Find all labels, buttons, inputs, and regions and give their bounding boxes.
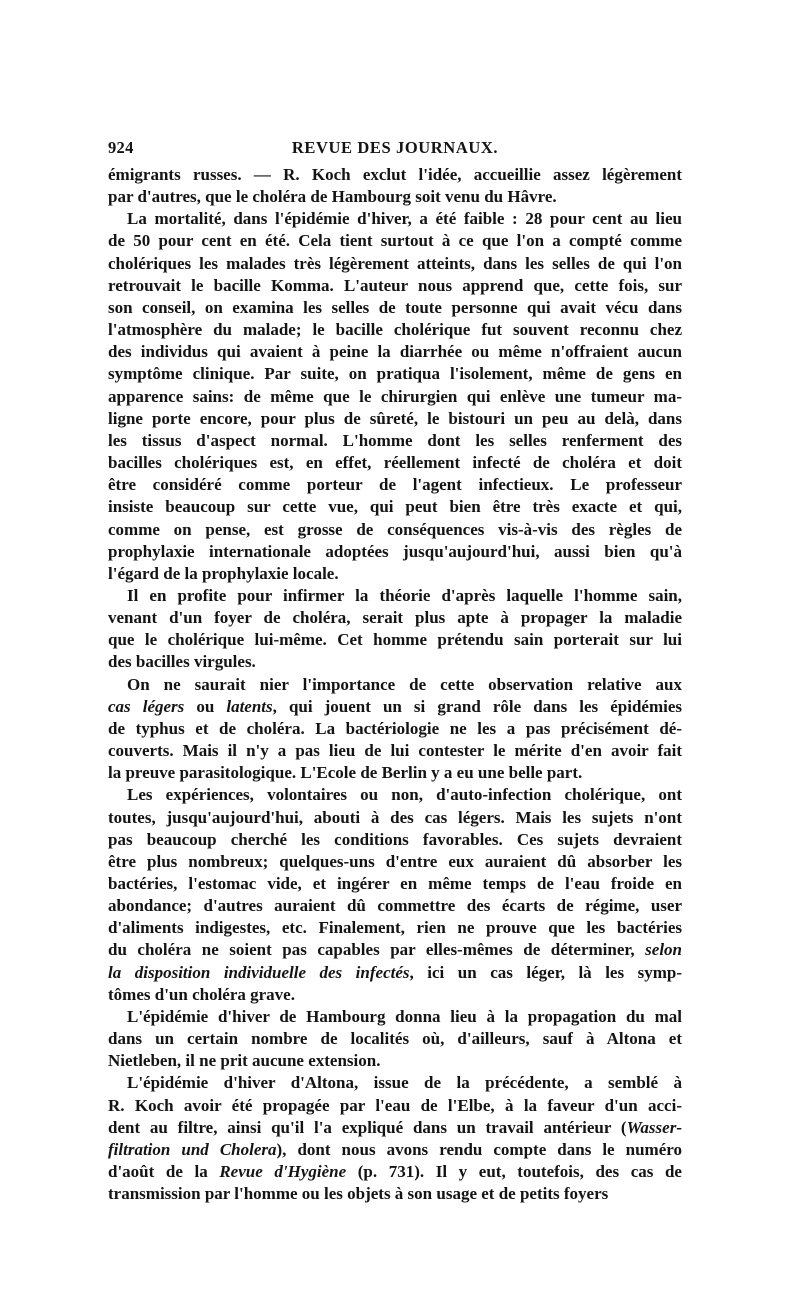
- text-run: bactéries, l'estomac vide, et ingérer en même temps de l'eau froide en: [108, 874, 682, 893]
- text-line: [108, 807, 682, 829]
- text-line: [108, 519, 682, 541]
- text-run: L'épidémie d'hiver d'Altona, issue de la précédente, a semblé à: [127, 1073, 682, 1093]
- text-run: cholériques les malades très légèrement atteints, dans les selles de qui l'on: [108, 253, 682, 273]
- text-run: de 50 pour cent en été. Cela tient surtout à ce que l'on a compté comme: [108, 231, 682, 251]
- text-line: [108, 363, 682, 385]
- text-run: Les expériences, volontaires ou non, d'auto-infection cholérique, ont: [127, 785, 682, 805]
- text-line: [108, 341, 682, 363]
- text-run: d'aliments indigestes, etc. Finalement, rien ne prouve que les bactéries: [108, 918, 682, 938]
- text-run: venant d'un foyer de choléra, serait plus apte à propager la maladie: [108, 608, 682, 628]
- text-line: [108, 186, 682, 208]
- text-line: [108, 939, 682, 961]
- text-run: apparence sains: de même que le chirurgien qui enlève une tumeur ma-: [108, 386, 682, 406]
- text-line: [108, 651, 682, 673]
- text-line: [108, 851, 682, 873]
- text-run: l'égard de la prophylaxie locale.: [108, 563, 339, 583]
- paragraph: [108, 1006, 682, 1072]
- text-line: [108, 164, 682, 186]
- text-run: (p. 731). Il y eut, toutefois, des cas de: [346, 1162, 682, 1182]
- text-line: [108, 1139, 682, 1161]
- text-line: [108, 297, 682, 319]
- text-line: [108, 740, 682, 762]
- italic-text: la disposition individuelle des infectés: [108, 962, 410, 982]
- text-line: [108, 563, 682, 585]
- text-run: Il en profite pour infirmer la théorie d'après laquelle l'homme sain,: [127, 585, 682, 605]
- text-line: [108, 1050, 682, 1072]
- text-line: [108, 1161, 682, 1183]
- text-run: Nietleben, il ne prit aucune extension.: [108, 1051, 381, 1071]
- text-line: [108, 408, 682, 430]
- text-run: être plus nombreux; quelques-uns d'entre eux auraient dû absorber les: [108, 851, 682, 871]
- text-run: pas beaucoup cherché les conditions favorables. Ces sujets devraient: [108, 829, 682, 849]
- text-run: la preuve parasitologique. L'Ecole de Berlin y a eu une belle part.: [108, 763, 583, 783]
- text-run: des bacilles virgules.: [108, 652, 256, 672]
- text-line: [108, 873, 682, 895]
- text-line: [108, 1117, 682, 1139]
- text-line: [108, 895, 682, 917]
- text-line: [108, 386, 682, 408]
- text-line: [108, 1028, 682, 1050]
- text-run: transmission par l'homme ou les objets à son usage et de petits foyers: [108, 1184, 609, 1204]
- text-run: tômes d'un choléra grave.: [108, 984, 295, 1004]
- paragraph: [108, 784, 682, 1006]
- text-run: abondance; d'autres auraient dû commettre des écarts de régime, user: [108, 896, 682, 916]
- text-run: dans un certain nombre de localités où, d'ailleurs, sauf à Altona et: [108, 1029, 682, 1049]
- text-line: [108, 253, 682, 275]
- text-run: , qui jouent un si grand rôle dans les épidémies: [272, 696, 682, 716]
- italic-text: selon: [645, 940, 682, 960]
- paragraph: [108, 674, 682, 785]
- text-line: [108, 496, 682, 518]
- text-run: des individus qui avaient à peine la diarrhée ou même n'offraient aucun: [108, 342, 682, 362]
- text-line: [108, 230, 682, 252]
- text-line: [108, 1072, 682, 1094]
- italic-text: cas légers: [108, 696, 185, 716]
- text-run: prophylaxie internationale adoptées jusqu'aujourd'hui, aussi bien qu'à: [108, 541, 682, 561]
- text-run: , ici un cas léger, là les symp-: [409, 962, 682, 982]
- text-line: [108, 430, 682, 452]
- text-line: [108, 629, 682, 651]
- text-run: comme on pense, est grosse de conséquences vis-à-vis des règles de: [108, 519, 682, 539]
- running-head: [108, 138, 682, 164]
- text-run: son conseil, on examina les selles de toute personne qui avait vécu dans: [108, 297, 682, 317]
- text-line: [108, 607, 682, 629]
- text-line: [108, 696, 682, 718]
- text-run: l'atmosphère du malade; le bacille cholérique fut souvent reconnu chez: [108, 320, 682, 340]
- text-run: les tissus d'aspect normal. L'homme dont les selles renferment des: [108, 430, 682, 450]
- text-line: [108, 474, 682, 496]
- text-run: que le cholérique lui-même. Cet homme prétendu sain porterait sur lui: [108, 630, 682, 650]
- text-line: [108, 718, 682, 740]
- text-line: [108, 585, 682, 607]
- text-run: d'août de la: [108, 1162, 220, 1182]
- italic-text: filtration und Cholera: [108, 1139, 277, 1159]
- article-body: [108, 164, 682, 1205]
- text-run: du choléra ne soient pas capables par elles-mêmes de déterminer,: [108, 940, 646, 960]
- text-line: [108, 208, 682, 230]
- paragraph: [108, 1072, 682, 1205]
- text-run: ou: [184, 696, 227, 716]
- text-run: insiste beaucoup sur cette vue, qui peut bien être très exacte et qui,: [108, 497, 682, 517]
- italic-text: Revue d'Hygiène: [219, 1162, 347, 1182]
- text-run: par d'autres, que le choléra de Hambourg soit venu du Hâvre.: [108, 187, 557, 207]
- text-line: [108, 452, 682, 474]
- text-line: [108, 784, 682, 806]
- text-line: [108, 275, 682, 297]
- text-line: [108, 762, 682, 784]
- book-page: [108, 138, 682, 1205]
- paragraph: [108, 208, 682, 585]
- text-run: ligne porte encore, pour plus de sûreté, le bistouri un peu au delà, dans: [108, 408, 682, 428]
- text-run: émigrants russes. — R. Koch exclut l'idée, accueillie assez légèrement: [108, 165, 682, 184]
- text-run: ), dont nous avons rendu compte dans le numéro: [276, 1139, 682, 1159]
- text-run: couverts. Mais il n'y a pas lieu de lui contester le mérite d'en avoir fait: [108, 741, 682, 761]
- italic-text: Wasser-: [626, 1117, 682, 1137]
- text-line: [108, 984, 682, 1006]
- text-run: de typhus et de choléra. La bactériologie ne les a pas précisément dé-: [108, 718, 682, 738]
- text-run: L'épidémie d'hiver de Hambourg donna lieu à la propagation du mal: [127, 1006, 682, 1026]
- text-run: dent au filtre, ainsi qu'il l'a expliqué dans un travail antérieur (: [108, 1117, 627, 1137]
- text-line: [108, 829, 682, 851]
- text-run: symptôme clinique. Par suite, on pratiqua l'isolement, même de gens en: [108, 364, 682, 384]
- text-line: [108, 962, 682, 984]
- text-run: bacilles cholériques est, en effet, réellement infecté de choléra et doit: [108, 453, 682, 473]
- text-line: [108, 1006, 682, 1028]
- text-run: retrouvait le bacille Komma. L'auteur nous apprend que, cette fois, sur: [108, 275, 682, 295]
- text-line: [108, 1183, 682, 1205]
- text-line: [108, 674, 682, 696]
- text-line: [108, 319, 682, 341]
- text-run: toutes, jusqu'aujourd'hui, abouti à des cas légers. Mais les sujets n'ont: [108, 807, 682, 827]
- text-run: R. Koch avoir été propagée par l'eau de l'Elbe, à la faveur d'un acci-: [108, 1095, 682, 1115]
- text-line: [108, 541, 682, 563]
- text-line: [108, 1095, 682, 1117]
- text-run: On ne saurait nier l'importance de cette observation relative aux: [127, 674, 682, 694]
- page-number: 924: [108, 138, 134, 157]
- paragraph: [108, 164, 682, 208]
- running-title: REVUE DES JOURNAUX.: [291, 138, 499, 157]
- italic-text: latents: [226, 696, 273, 716]
- text-line: [108, 917, 682, 939]
- text-run: La mortalité, dans l'épidémie d'hiver, a été faible : 28 pour cent au lieu: [127, 209, 682, 229]
- text-run: être considéré comme porteur de l'agent infectieux. Le professeur: [108, 475, 682, 495]
- paragraph: [108, 585, 682, 674]
